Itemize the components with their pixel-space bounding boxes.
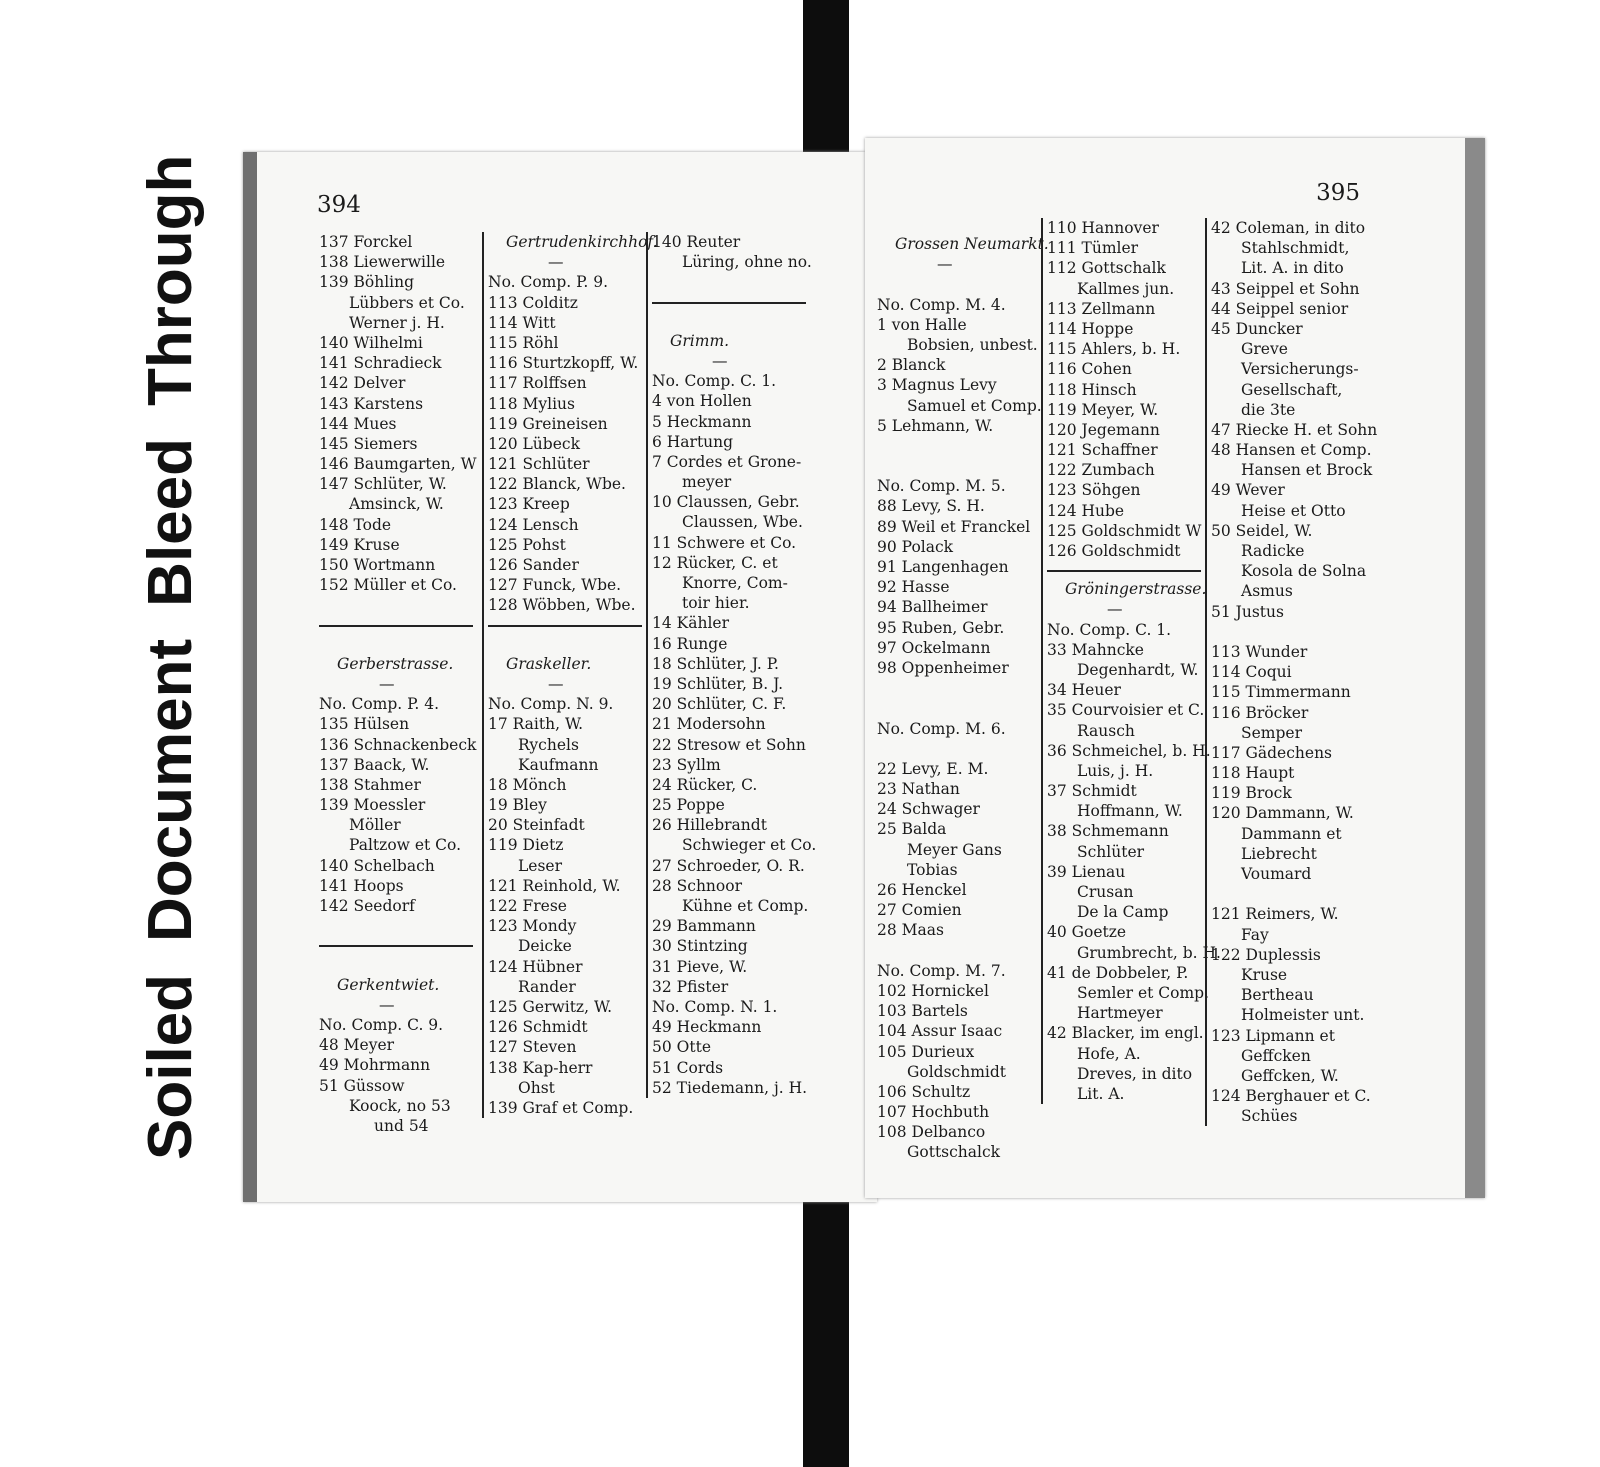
entry-line: Leser [518, 856, 563, 875]
entry-line: 32 Pfister [652, 977, 729, 996]
entry-line: 20 Steinfadt [488, 816, 585, 835]
entry-line: 141 Schradieck [319, 354, 442, 373]
entry-line: 143 Karstens [319, 394, 424, 413]
spacer [319, 595, 479, 615]
entry-line: 88 Levy, S. H. [877, 497, 985, 516]
side-label-word: Document [136, 638, 205, 942]
entry-line: 1 von Halle [877, 315, 967, 334]
entry-line: 116 Sturtzkopff, W. [488, 354, 639, 373]
entry-line: 51 Justus [1211, 602, 1284, 621]
entry-line: 18 Schlüter, J. P. [652, 654, 779, 673]
directory-column [646, 232, 817, 1098]
entry-line: 139 Böhling [319, 273, 415, 292]
entry-line: Amsinck, W. [349, 495, 444, 514]
entry-line: 27 Schroeder, O. R. [652, 856, 805, 875]
section-rule [1047, 561, 1207, 579]
entry-line: No. Comp. M. 7. [877, 961, 1006, 980]
entry-line: 126 Goldschmidt [1047, 542, 1181, 560]
entry-line: 150 Wortmann [319, 556, 436, 574]
entry-line: Dreves, in dito [1077, 1064, 1193, 1083]
entry-line: 24 Rücker, C. [652, 775, 758, 794]
entry-line: Lübbers et Co. [349, 293, 465, 312]
entry-line: 113 Zellmann [1047, 299, 1156, 318]
entry-line: Rausch [1077, 721, 1135, 740]
spacer [877, 698, 1037, 718]
entry-line: 125 Pohst [488, 535, 566, 554]
entry-line: Hansen et Brock [1241, 461, 1373, 480]
spacer [319, 954, 479, 974]
entry-line: Dammann et [1241, 824, 1342, 843]
entry-line: 28 Maas [877, 921, 944, 940]
page-number: 394 [317, 192, 361, 218]
entry-line: 112 Gottschalk [1047, 259, 1166, 278]
entry-line: Semper [1241, 723, 1302, 742]
entry-line: 42 Coleman, in dito [1211, 219, 1366, 237]
side-label [95, 154, 205, 1160]
entry-line: 49 Wever [1211, 481, 1285, 500]
entry-line: 115 Röhl [488, 333, 559, 352]
entry-line: Bobsien, unbest. [907, 335, 1038, 354]
entry-line: Lit. A. [1077, 1084, 1125, 1103]
entry-line: 124 Hübner [488, 957, 583, 976]
entry-line: 124 Hube [1047, 501, 1125, 520]
entry-line: 124 Lensch [488, 515, 579, 534]
entry-line: 89 Weil et Franckel [877, 517, 1031, 536]
entry-line: 21 Modersohn [652, 715, 766, 734]
entry-line: 125 Gerwitz, W. [488, 997, 613, 1016]
entry-line: 138 Liewerwille [319, 253, 446, 272]
entry-line: De la Camp [1077, 903, 1169, 922]
entry-line: 37 Schmidt [1047, 782, 1137, 801]
entry-line: 97 Ockelmann [877, 638, 991, 657]
entry-line: Versicherungs- [1241, 360, 1359, 379]
entry-line: 40 Goetze [1047, 923, 1127, 942]
entry-line: Samuel et Comp. [907, 396, 1042, 415]
entry-line: Heise et Otto [1241, 501, 1346, 520]
entry-line: 136 Schnackenbeck [319, 735, 477, 754]
entry-line: 34 Heuer [1047, 681, 1121, 700]
entry-line: Fay [1241, 925, 1269, 944]
entry-line: 103 Bartels [877, 1002, 968, 1021]
entry-line: 91 Langenhagen [877, 558, 1009, 576]
heading-dash: — [379, 674, 395, 693]
entry-line: 152 Müller et Co. [319, 576, 457, 595]
entry-line: 135 Hülsen [319, 715, 410, 734]
entry-line: Bertheau [1241, 986, 1314, 1005]
entry-line: 6 Hartung [652, 432, 734, 451]
entry-line: 48 Hansen et Comp. [1211, 441, 1372, 460]
entry-line: 39 Lienau [1047, 862, 1126, 881]
entry-line: Gottschalck [907, 1143, 1001, 1162]
entry-line: und 54 [374, 1116, 429, 1135]
entry-line: 25 Poppe [652, 796, 725, 815]
entry-line: 52 Tiedemann, j. H. [652, 1078, 808, 1097]
entry-line: 113 Colditz [488, 293, 578, 312]
entry-line: 106 Schultz [877, 1082, 971, 1101]
left-page [243, 152, 877, 1202]
entry-line: Kallmes jun. [1077, 279, 1175, 298]
entry-line: 49 Heckmann [652, 1018, 762, 1037]
entry-line: Kühne et Comp. [682, 897, 809, 915]
entry-line: 127 Steven [488, 1038, 577, 1057]
spacer [319, 634, 479, 654]
entry-line: 107 Hochbuth [877, 1103, 990, 1122]
entry-line: 50 Seidel, W. [1211, 521, 1313, 540]
entry-line: 139 Graf et Comp. [488, 1098, 634, 1117]
entry-line: 23 Nathan [877, 780, 960, 799]
entry-line: 31 Pieve, W. [652, 957, 748, 976]
entry-line: 147 Schlüter, W. [319, 475, 447, 494]
entry-line: Schwieger et Co. [682, 836, 817, 855]
entry-line: 119 Greineisen [488, 414, 608, 433]
entry-line: 119 Dietz [488, 836, 564, 855]
entry-line: 138 Kap-herr [488, 1058, 593, 1077]
side-label-word: Soiled [136, 973, 205, 1160]
spacer [877, 456, 1037, 476]
entry-line: Schües [1241, 1107, 1298, 1126]
entry-line: 48 Meyer [319, 1036, 395, 1055]
entry-line: Koock, no 53 [349, 1096, 451, 1115]
binding-strip-bottom [803, 1180, 849, 1467]
entry-line: 30 Stintzing [652, 937, 748, 956]
entry-line: 126 Sander [488, 556, 579, 574]
entry-line: 122 Duplessis [1211, 945, 1321, 964]
entry-line: Voumard [1241, 865, 1312, 883]
section-rule [319, 936, 479, 954]
heading-dash: — [712, 351, 728, 370]
directory-column [1205, 218, 1376, 1126]
entry-line: 51 Cords [652, 1058, 724, 1077]
entry-line: Kaufmann [518, 755, 599, 774]
entry-line: Kruse [1241, 965, 1288, 984]
entry-line: 110 Hannover [1047, 219, 1159, 237]
right-page [865, 138, 1485, 1198]
entry-line: 127 Funck, Wbe. [488, 576, 622, 595]
entry-line: 123 Lipmann et [1211, 1026, 1335, 1045]
spacer [877, 436, 1037, 456]
entry-line: 140 Reuter [652, 233, 741, 251]
entry-line: 2 Blanck [877, 356, 946, 375]
entry-line: 120 Dammann, W. [1211, 804, 1354, 823]
entry-line: Hartmeyer [1077, 1004, 1163, 1023]
entry-line: 44 Seippel senior [1211, 299, 1349, 318]
entry-line: die 3te [1241, 400, 1296, 419]
entry-line: 95 Ruben, Gebr. [877, 618, 1005, 637]
entry-line: 94 Ballheimer [877, 598, 988, 617]
entry-line: Crusan [1077, 883, 1134, 901]
spacer [652, 311, 812, 331]
entry-line: 28 Schnoor [652, 876, 742, 895]
entry-line: 24 Schwager [877, 800, 980, 819]
directory-column [482, 232, 658, 1118]
side-label-word: Through [136, 154, 205, 406]
entry-line: 105 Durieux [877, 1042, 975, 1061]
spacer [877, 678, 1037, 698]
entry-line: 122 Frese [488, 897, 567, 915]
entry-line: Liebrecht [1241, 844, 1317, 863]
entry-line: Hofe, A. [1077, 1044, 1141, 1063]
entry-line: Radicke [1241, 542, 1305, 560]
section-rule [319, 616, 479, 634]
entry-line: 115 Ahlers, b. H. [1047, 340, 1181, 359]
entry-line: 140 Wilhelmi [319, 333, 423, 352]
entry-line: 19 Bley [488, 796, 547, 815]
entry-line: 102 Hornickel [877, 981, 989, 1000]
entry-line: 51 Güssow [319, 1076, 405, 1095]
side-label-word: Bleed [136, 437, 205, 607]
entry-line: 118 Hinsch [1047, 380, 1137, 399]
entry-line: 108 Delbanco [877, 1123, 986, 1142]
directory-column [319, 232, 479, 1136]
entry-line: 22 Stresow et Sohn [652, 735, 806, 754]
entry-line: 3 Magnus Levy [877, 376, 997, 395]
section-rule [652, 293, 812, 311]
entry-line: 148 Tode [319, 515, 392, 534]
entry-line: Geffcken, W. [1241, 1066, 1339, 1085]
entry-line: 125 Goldschmidt W [1047, 521, 1202, 540]
entry-line: Rander [518, 977, 576, 996]
entry-line: 114 Coqui [1211, 663, 1292, 682]
entry-line: Meyer Gans [907, 840, 1002, 859]
entry-line: 23 Syllm [652, 755, 721, 774]
entry-line: Goldschmidt [907, 1062, 1007, 1081]
entry-line: 117 Gädechens [1211, 743, 1333, 762]
entry-line: Gesellschaft, [1241, 380, 1343, 399]
entry-line: 18 Mönch [488, 775, 567, 794]
entry-line: Geffcken [1241, 1046, 1311, 1065]
entry-line: 19 Schlüter, B. J. [652, 674, 784, 693]
entry-line: No. Comp. M. 4. [877, 295, 1006, 314]
entry-line: Semler et Comp. [1077, 983, 1210, 1002]
entry-line: 123 Mondy [488, 917, 577, 936]
heading-dash: — [548, 674, 564, 693]
spacer [652, 272, 812, 292]
entry-line: 14 Kähler [652, 614, 729, 633]
entry-line: 26 Henckel [877, 881, 967, 899]
entry-line: Lüring, ohne no. [682, 253, 812, 272]
entry-line: 119 Meyer, W. [1047, 400, 1159, 419]
spacer [877, 941, 1037, 961]
entry-line: Lit. A. in dito [1241, 259, 1344, 278]
entry-line: Paltzow et Co. [349, 836, 462, 855]
entry-line: No. Comp. P. 4. [319, 695, 440, 714]
entry-line: 114 Witt [488, 313, 556, 332]
heading-dash: — [548, 253, 564, 272]
entry-line: Schlüter [1077, 842, 1145, 861]
entry-line: 49 Mohrmann [319, 1056, 431, 1075]
entry-line: 121 Schaffner [1047, 441, 1158, 460]
street-heading: Grossen Neumarkt. [895, 235, 1049, 253]
spacer [877, 274, 1037, 294]
entry-line: No. Comp. M. 5. [877, 477, 1006, 496]
entry-line: 36 Schmeichel, b. H. [1047, 741, 1211, 760]
entry-line: 149 Kruse [319, 535, 400, 554]
entry-line: 90 Polack [877, 537, 954, 556]
entry-line: 12 Rücker, C. et [652, 553, 778, 572]
entry-line: 128 Wöbben, Wbe. [488, 596, 636, 615]
spacer [1211, 884, 1376, 904]
entry-line: 121 Reimers, W. [1211, 905, 1339, 924]
street-heading: Gertrudenkirchhof. [506, 233, 658, 251]
entry-line: No. Comp. C. 9. [319, 1015, 444, 1034]
spacer [319, 916, 479, 936]
street-heading: Grimm. [670, 331, 730, 350]
entry-line: 26 Hillebrandt [652, 816, 767, 835]
entry-line: 122 Blanck, Wbe. [488, 475, 626, 494]
entry-line: Möller [349, 816, 401, 835]
entry-line: Werner j. H. [349, 313, 445, 332]
entry-line: 139 Moessler [319, 796, 426, 815]
entry-line: 11 Schwere et Co. [652, 533, 797, 552]
entry-line: 116 Cohen [1047, 360, 1132, 379]
entry-line: 45 Duncker [1211, 319, 1303, 338]
entry-line: toir hier. [682, 594, 750, 613]
entry-line: 4 von Hollen [652, 392, 752, 411]
entry-line: 92 Hasse [877, 578, 950, 597]
heading-dash: — [1107, 600, 1123, 619]
entry-line: 35 Courvoisier et C. [1047, 701, 1205, 720]
entry-line: Hoffmann, W. [1077, 802, 1183, 821]
heading-dash: — [379, 995, 395, 1014]
entry-line: 141 Hoops [319, 876, 404, 895]
entry-line: 124 Berghauer et C. [1211, 1087, 1371, 1106]
entry-line: 27 Comien [877, 901, 962, 920]
entry-line: Deicke [518, 937, 572, 956]
entry-line: 122 Zumbach [1047, 461, 1155, 480]
entry-line: No. Comp. C. 1. [652, 372, 777, 391]
entry-line: 17 Raith, W. [488, 715, 584, 734]
entry-line: Tobias [907, 860, 958, 879]
heading-dash: — [937, 255, 953, 274]
entry-line: 117 Rolffsen [488, 374, 587, 393]
entry-line: 120 Jegemann [1047, 420, 1160, 439]
entry-line: 25 Balda [877, 820, 947, 839]
entry-line: 120 Lübeck [488, 434, 580, 453]
entry-line: Asmus [1241, 582, 1293, 601]
entry-line: 116 Bröcker [1211, 703, 1309, 722]
entry-line: 118 Mylius [488, 394, 575, 413]
entry-line: meyer [682, 473, 732, 492]
entry-line: 111 Tümler [1047, 239, 1139, 258]
entry-line: Holmeister unt. [1241, 1006, 1365, 1025]
entry-line: 5 Heckmann [652, 412, 752, 431]
entry-line: 50 Otte [652, 1038, 711, 1057]
entry-line: 98 Oppenheimer [877, 658, 1009, 677]
entry-line: 33 Mahncke [1047, 640, 1144, 659]
directory-column [1041, 218, 1221, 1104]
entry-line: Stahlschmidt, [1241, 239, 1350, 258]
entry-line: 145 Siemers [319, 434, 418, 453]
entry-line: Kosola de Solna [1241, 562, 1367, 581]
entry-line: 47 Riecke H. et Sohn [1211, 420, 1378, 439]
entry-line: 138 Stahmer [319, 775, 421, 794]
entry-line: 20 Schlüter, C. F. [652, 695, 787, 714]
section-rule [488, 616, 648, 634]
entry-line: No. Comp. P. 9. [488, 273, 609, 292]
entry-line: 142 Delver [319, 374, 406, 393]
entry-line: No. Comp. C. 1. [1047, 620, 1172, 639]
entry-line: 119 Brock [1211, 784, 1292, 803]
entry-line: 121 Schlüter [488, 455, 590, 474]
entry-line: 137 Forckel [319, 233, 413, 251]
entry-line: 10 Claussen, Gebr. [652, 493, 800, 512]
binding-strip-top [803, 0, 849, 170]
entry-line: 121 Reinhold, W. [488, 876, 621, 895]
entry-line: 113 Wunder [1211, 642, 1308, 661]
entry-line: 144 Mues [319, 414, 397, 433]
street-heading: Gerberstrasse. [337, 654, 454, 673]
entry-line: Rychels [518, 735, 579, 754]
entry-line: 123 Kreep [488, 495, 570, 514]
entry-line: 118 Haupt [1211, 764, 1295, 783]
entry-line: 137 Baack, W. [319, 755, 430, 774]
entry-line: Claussen, Wbe. [682, 513, 803, 532]
entry-line: 5 Lehmann, W. [877, 416, 994, 435]
spacer [877, 739, 1037, 759]
entry-line: 114 Hoppe [1047, 319, 1134, 338]
spacer [1211, 622, 1376, 642]
entry-line: 126 Schmidt [488, 1018, 588, 1037]
entry-line: 142 Seedorf [319, 897, 415, 915]
entry-line: Luis, j. H. [1077, 761, 1154, 780]
entry-line: 29 Bammann [652, 917, 756, 936]
entry-line: 115 Timmermann [1211, 683, 1351, 702]
street-heading: Gerkentwiet. [337, 975, 440, 994]
entry-line: Degenhardt, W. [1077, 660, 1199, 679]
entry-line: 16 Runge [652, 634, 728, 653]
entry-line: 140 Schelbach [319, 856, 435, 875]
entry-line: No. Comp. M. 6. [877, 719, 1006, 738]
entry-line: No. Comp. N. 9. [488, 695, 614, 714]
entry-line: Greve [1241, 340, 1288, 359]
entry-line: 41 de Dobbeler, P. [1047, 963, 1189, 982]
entry-line: 42 Blacker, im engl. [1047, 1024, 1204, 1043]
entry-line: No. Comp. N. 1. [652, 997, 778, 1016]
entry-line: 38 Schmemann [1047, 822, 1169, 841]
entry-line: 146 Baumgarten, W [319, 455, 477, 474]
directory-column [877, 234, 1049, 1163]
entry-line: Ohst [518, 1078, 555, 1097]
entry-line: 22 Levy, E. M. [877, 759, 989, 778]
entry-line: Grumbrecht, b. H. [1077, 943, 1221, 962]
entry-line: 43 Seippel et Sohn [1211, 279, 1360, 298]
page-number: 395 [1316, 180, 1360, 206]
entry-line: 123 Söhgen [1047, 481, 1141, 500]
street-heading: Gröningerstrasse. [1065, 580, 1207, 599]
spacer [488, 634, 648, 654]
street-heading: Graskeller. [506, 654, 592, 673]
entry-line: Knorre, Com- [682, 574, 788, 592]
entry-line: 104 Assur Isaac [877, 1022, 1003, 1041]
entry-line: 7 Cordes et Grone- [652, 452, 802, 471]
